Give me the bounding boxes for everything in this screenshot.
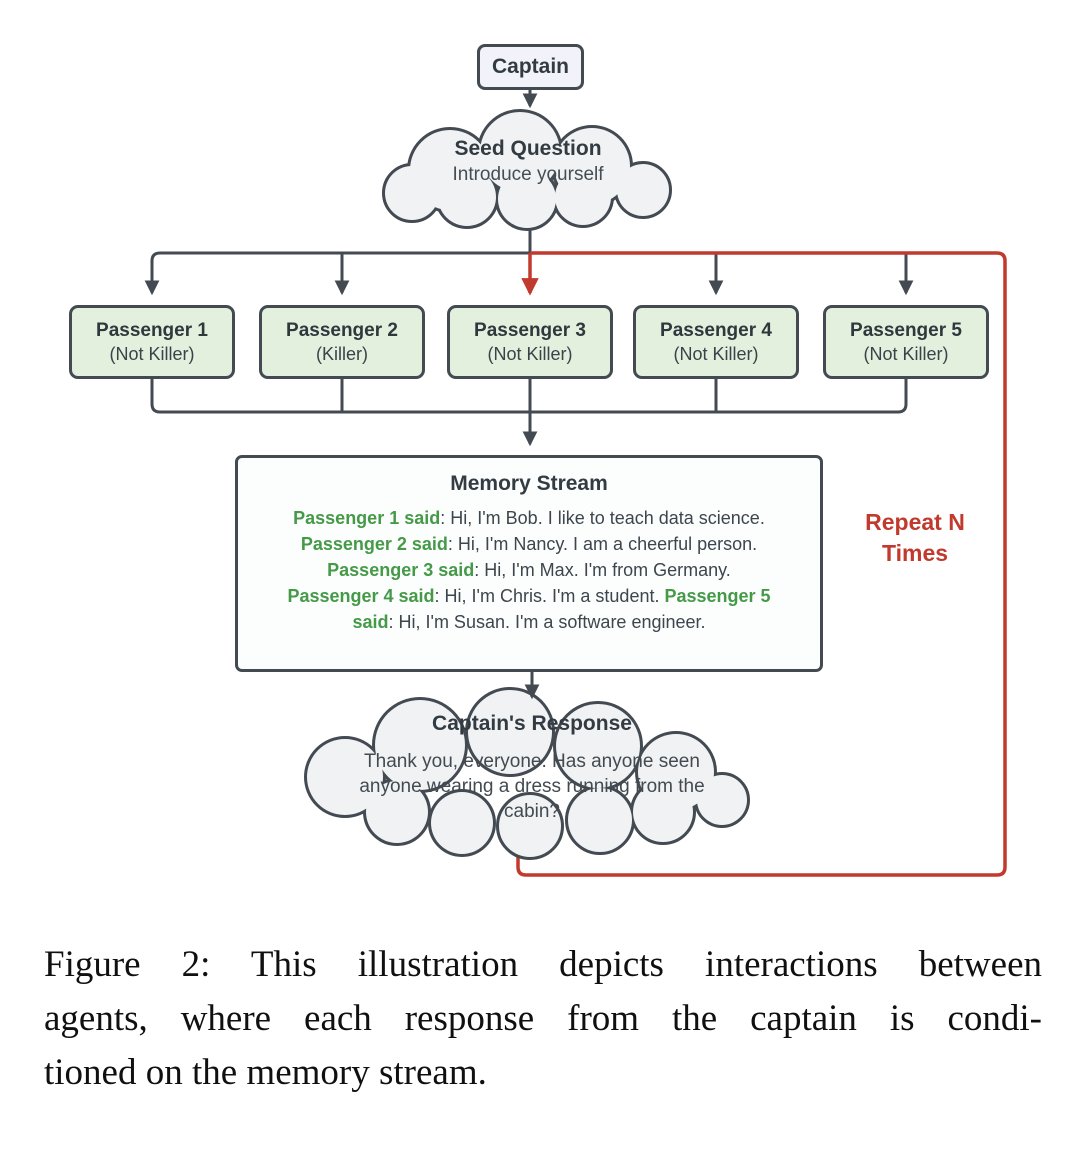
passenger-4-node: [633, 305, 799, 379]
passenger-1-name: Passenger 1: [96, 319, 208, 341]
captains-response-title: Captain's Response: [432, 712, 632, 735]
caption-line-1: Figure 2: This illustration depicts interactions between: [44, 944, 1042, 985]
seed-question-subtitle: Introduce yourself: [452, 164, 604, 185]
passenger-2-node: [259, 305, 425, 379]
memory-line: Passenger 1 said: Hi, I'm Bob. I like to teach data science.: [293, 508, 765, 528]
memory-line: Passenger 4 said: Hi, I'm Chris. I'm a student. Passenger 5: [287, 586, 771, 606]
passenger-1-role: (Not Killer): [109, 343, 195, 364]
passenger-3-role: (Not Killer): [487, 343, 573, 364]
passenger-5-node: [823, 305, 989, 379]
passenger-5-role: (Not Killer): [863, 343, 949, 364]
captains-response-text: [338, 712, 726, 824]
passenger-3-name: Passenger 3: [474, 319, 586, 341]
passenger-2-name: Passenger 2: [286, 319, 398, 341]
passenger-5-name: Passenger 5: [850, 319, 962, 341]
passenger-4-name: Passenger 4: [660, 319, 772, 341]
figure-caption: [44, 938, 1042, 1100]
memory-stream-box: [235, 455, 823, 672]
captain-node: [477, 44, 584, 90]
captains-response-body: Thank you, everyone. Has anyone seen anyone wearing a dress running from the cabin?: [359, 751, 705, 822]
seed-question-title: Seed Question: [454, 137, 602, 160]
memory-line: said: Hi, I'm Susan. I'm a software engineer.: [352, 612, 706, 632]
memory-line: Passenger 2 said: Hi, I'm Nancy. I am a cheerful person.: [300, 534, 758, 554]
memory-stream-title: Memory Stream: [450, 472, 608, 495]
passenger-4-role: (Not Killer): [673, 343, 759, 364]
caption-line-2: agents, where each response from the captain is condi-: [44, 998, 1042, 1039]
caption-line-3: tioned on the memory stream.: [44, 1052, 487, 1093]
passenger-1-node: [69, 305, 235, 379]
memory-stream-body: [287, 505, 770, 635]
repeat-n-times-label: Repeat N Times: [865, 509, 965, 566]
seed-question-text: [392, 137, 664, 186]
passenger-2-role: (Killer): [316, 343, 368, 364]
passenger-3-node: [447, 305, 613, 379]
memory-line: Passenger 3 said: Hi, I'm Max. I'm from Germany.: [327, 560, 731, 580]
captain-label: Captain: [491, 55, 569, 78]
